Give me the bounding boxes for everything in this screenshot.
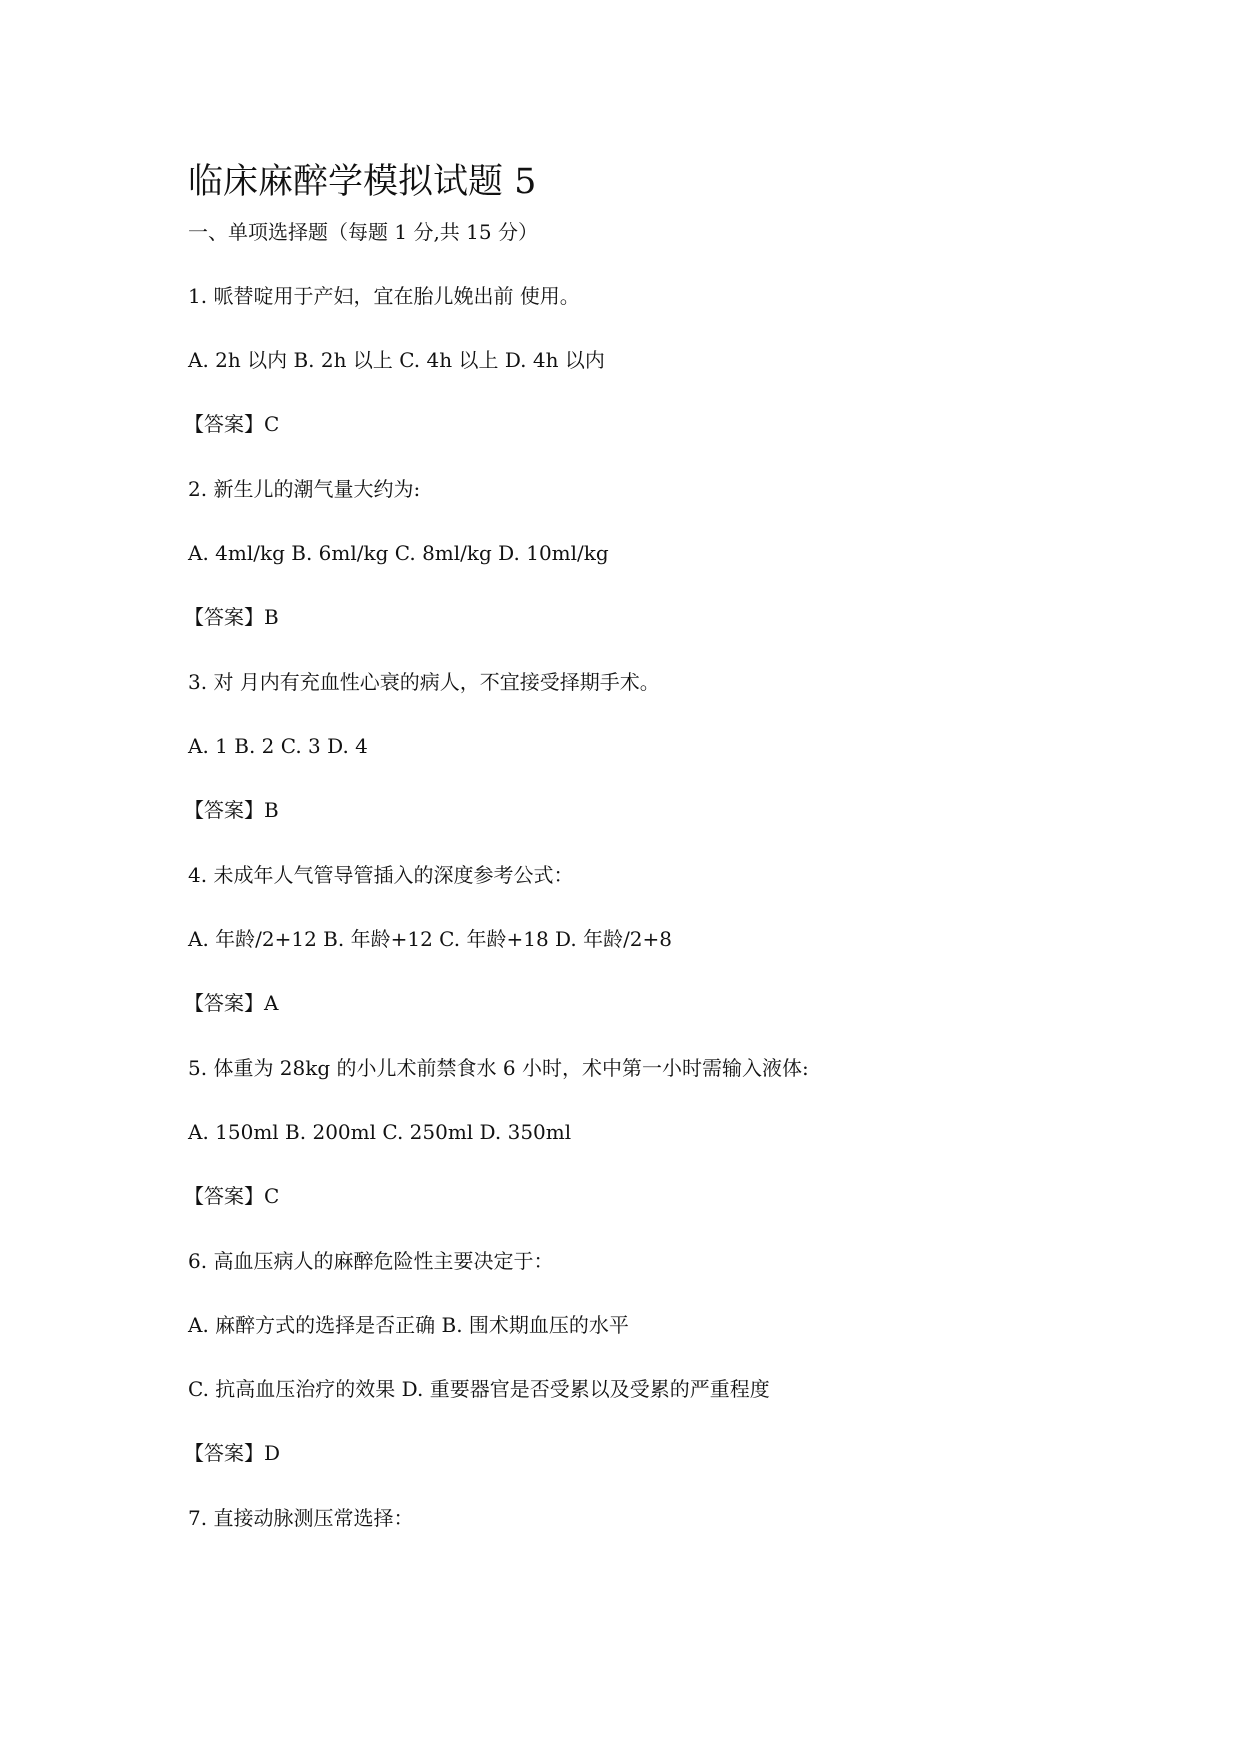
question-options: A. 150ml B. 200ml C. 250ml D. 350ml (188, 1120, 572, 1144)
question-stem: 7. 直接动脉测压常选择： (188, 1506, 414, 1530)
question-options: A. 年龄/2+12 B. 年龄+12 C. 年龄+18 D. 年龄/2+8 (188, 927, 673, 951)
question-answer: 【答案】D (184, 1441, 281, 1465)
question-options: A. 1 B. 2 C. 3 D. 4 (188, 734, 368, 758)
question-answer: 【答案】B (184, 605, 279, 629)
question-options: C. 抗高血压治疗的效果 D. 重要器官是否受累以及受累的严重程度 (188, 1377, 770, 1401)
document-title: 临床麻醉学模拟试题 5 (188, 162, 537, 202)
question-stem: 5. 体重为 28kg 的小儿术前禁食水 6 小时，术中第一小时需输入液体: (188, 1056, 809, 1080)
question-options: A. 麻醉方式的选择是否正确 B. 围术期血压的水平 (188, 1313, 629, 1337)
question-options: A. 4ml/kg B. 6ml/kg C. 8ml/kg D. 10ml/kg (188, 541, 609, 565)
question-answer: 【答案】A (184, 991, 279, 1015)
question-stem: 4. 未成年人气管导管插入的深度参考公式： (188, 863, 574, 887)
question-answer: 【答案】B (184, 798, 279, 822)
question-stem: 1. 哌替啶用于产妇，宜在胎儿娩出前 使用。 (188, 284, 580, 308)
question-options: A. 2h 以内 B. 2h 以上 C. 4h 以上 D. 4h 以内 (188, 348, 605, 372)
question-answer: 【答案】C (184, 412, 280, 436)
question-stem: 2. 新生儿的潮气量大约为: (188, 477, 421, 501)
question-stem: 6. 高血压病人的麻醉危险性主要决定于： (188, 1249, 554, 1273)
section-heading: 一、单项选择题（每题 1 分,共 15 分） (188, 220, 538, 244)
question-answer: 【答案】C (184, 1184, 280, 1208)
question-stem: 3. 对 月内有充血性心衰的病人，不宜接受择期手术。 (188, 670, 660, 694)
